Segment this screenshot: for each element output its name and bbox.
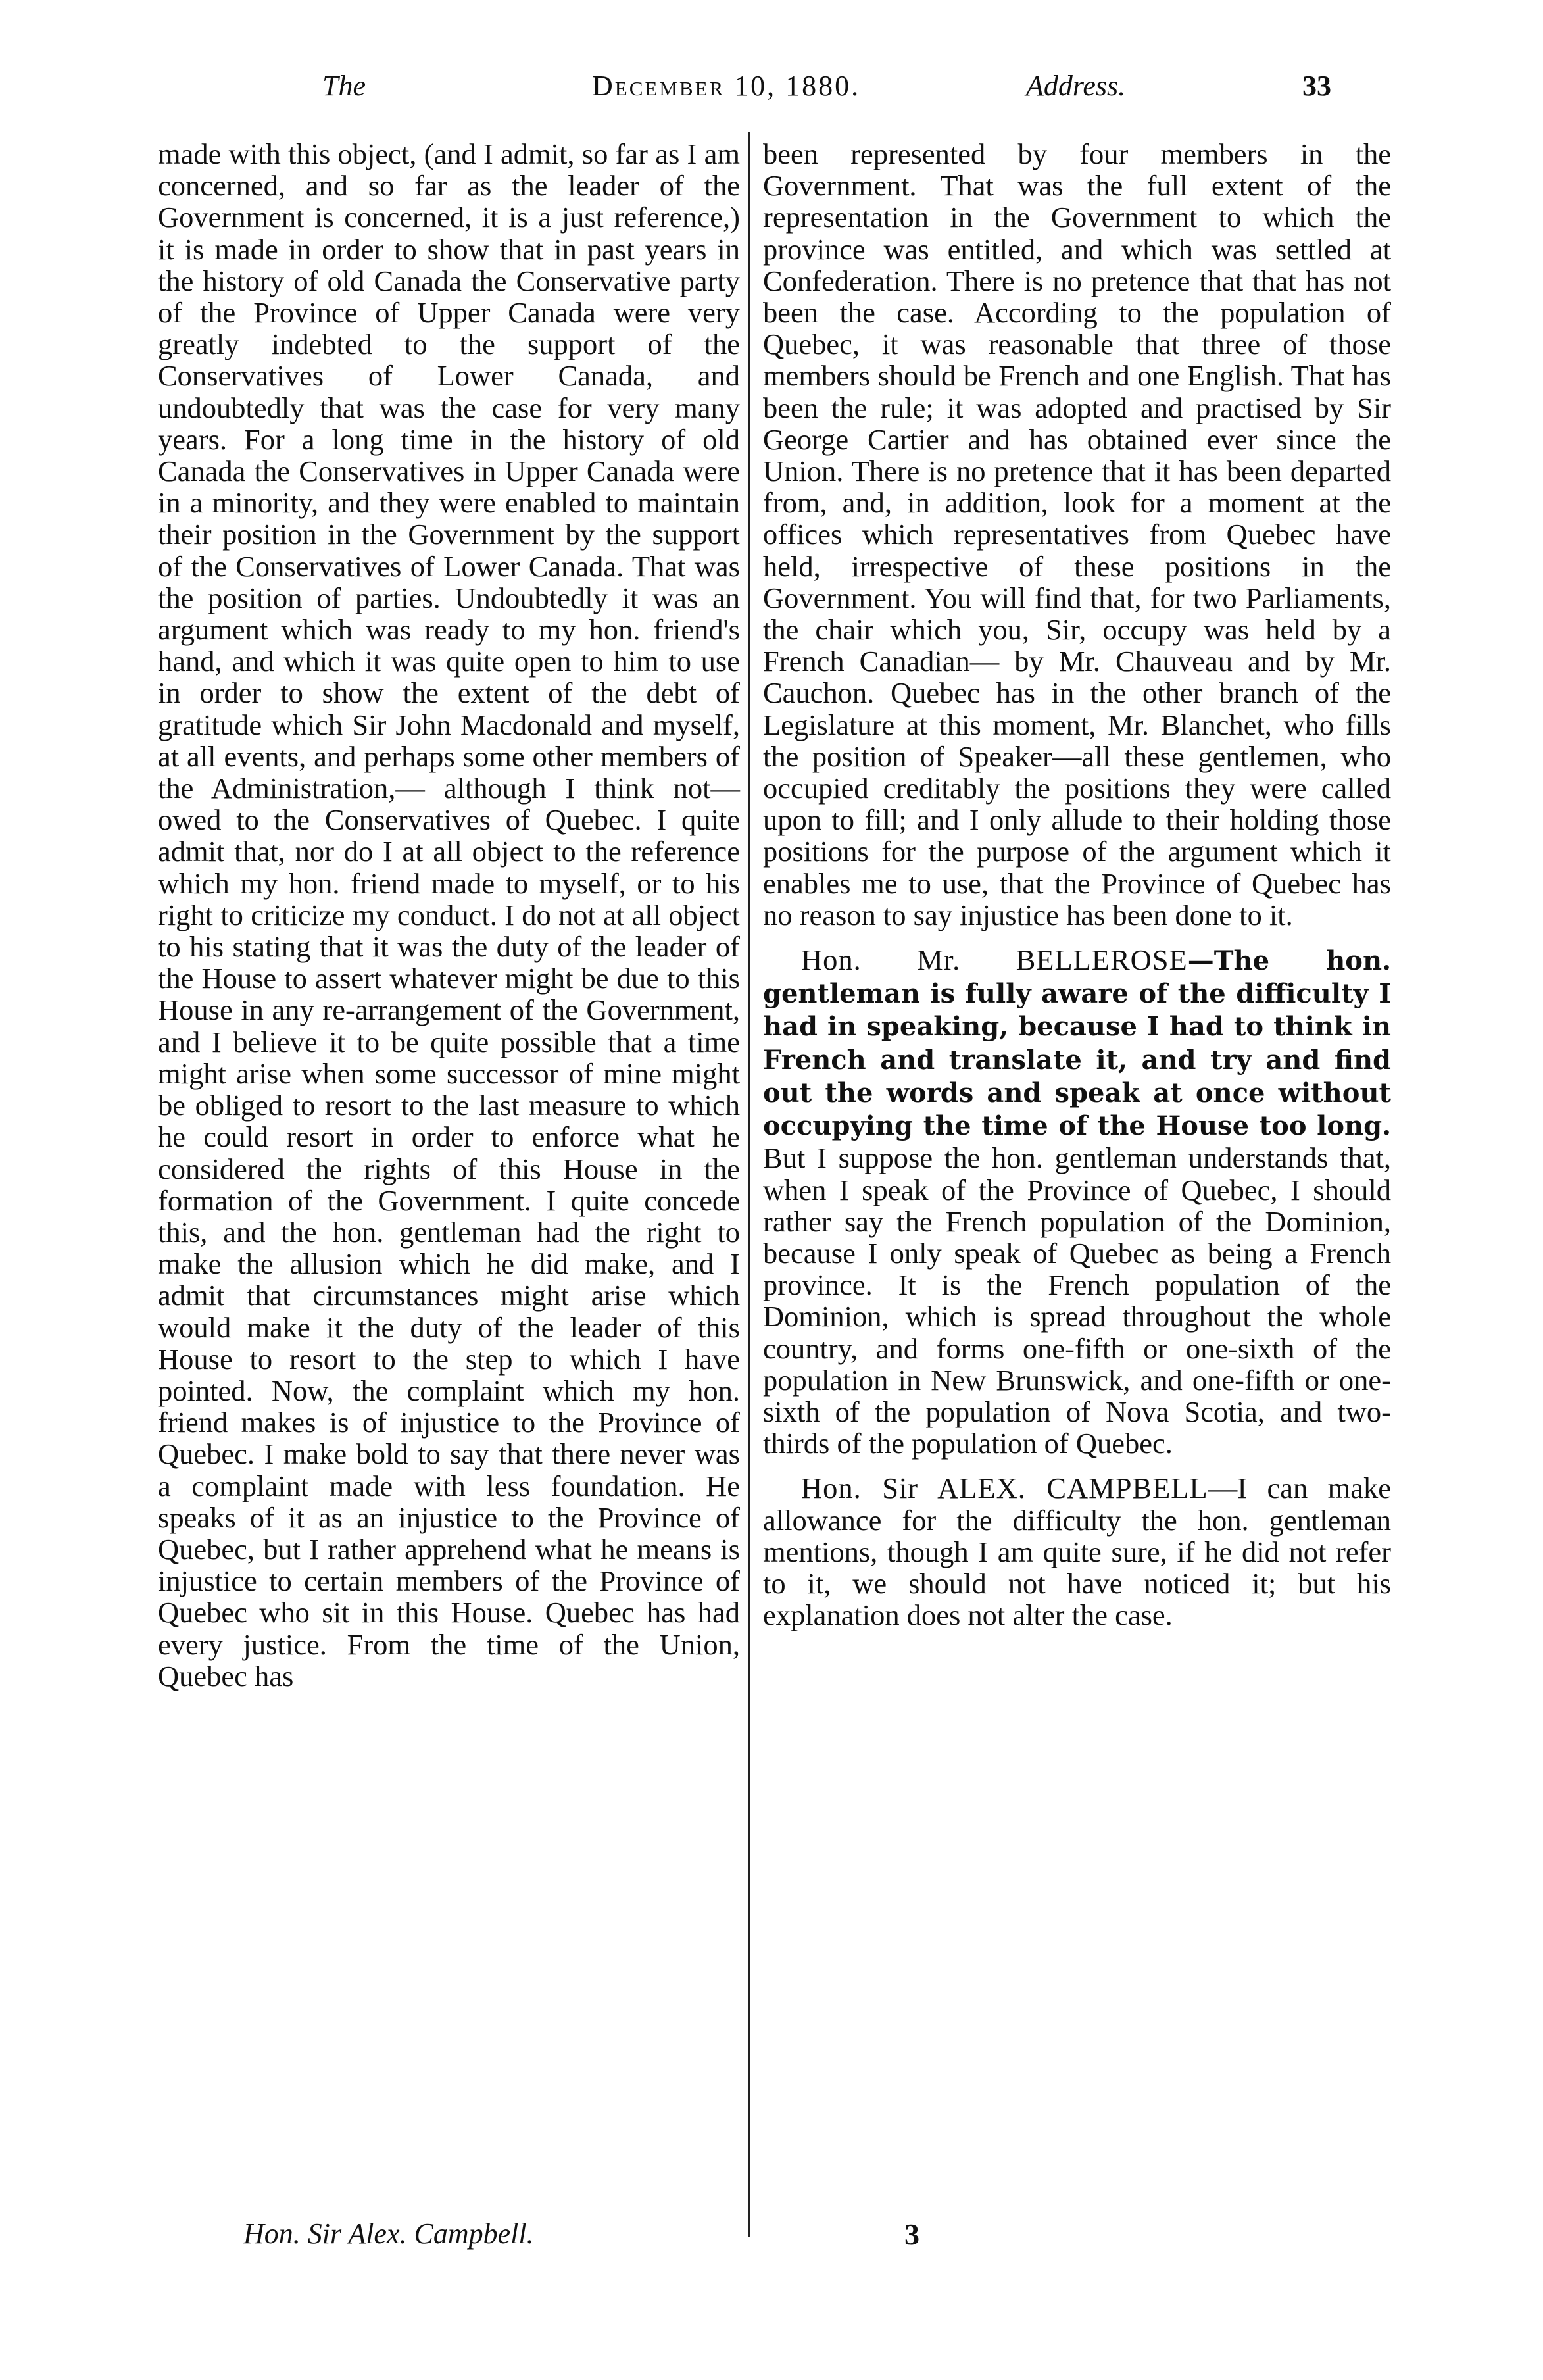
- speaker-bellerose: Hon. Mr. BELLEROSE: [801, 943, 1188, 977]
- right-paragraph-3: [763, 1472, 1391, 1631]
- signature-line: Hon. Sir Alex. Campbell.: [243, 2218, 534, 2250]
- left-column: [158, 138, 740, 1692]
- header-left: The: [322, 70, 366, 102]
- right-column: [763, 138, 1391, 1631]
- right-paragraph-3-rest: —I can make allowance for the difficulty the hon. gentleman mentions, though I am quite sure, if he did not refer to it, we should not have noticed it; but his explanation does not alter the case.: [763, 1472, 1391, 1632]
- running-header: [0, 69, 1543, 115]
- speaker-campbell: Hon. Sir ALEX. CAMPBELL: [801, 1472, 1208, 1505]
- bold-statement: —The hon. gentleman is fully aware of the difficulty I had in speaking, because I had to think in French and translate it, and try and find out the words and speak at once without occupying the time of the House too long.: [763, 945, 1391, 1142]
- right-paragraph-2: [763, 944, 1391, 1459]
- page-number: 33: [1302, 70, 1331, 102]
- left-column-text: made with this object, (and I admit, so far as I am concerned, and so far as the leader of the Government is concerned, it is a just reference,) it is made in order to show that in past years in the history of old Canada the Conservative party of the Province of Upper Canada were very greatly indebted to the support of the Conservatives of Lower Canada, and undoubtedly that was the case for very many years. For a long time in the history of old Canada the Conservatives in Upper Canada were in a minority, and they were enabled to maintain their position in the Government by the support of the Conservatives of Lower Canada. That was the position of parties. Undoubtedly it was an argument which was ready to my hon. friend's hand, and which it was quite open to him to use in order to show the extent of the debt of gratitude which Sir John Macdonald and myself, at all events, and perhaps some other members of the Administration,— although I think not—owed to the Conservatives of Quebec. I quite admit that, nor do I at all object to the reference which my hon. friend made to myself, or to his right to criticize my conduct. I do not at all object to his stating that it was the duty of the leader of the House to assert whatever might be due to this House in any re-arrangement of the Government, and I believe it to be quite possible that a time might arise when some successor of mine might be obliged to resort to the last measure to which he could resort in order to enforce what he considered the rights of this House in the formation of the Government. I quite concede this, and the hon. gentleman had the right to make the allusion which he did make, and I admit that circumstances might arise which would make it the duty of the leader of this House to resort to the step to which I have pointed. Now, the complaint which my hon. friend makes is of injustice to the Province of Quebec. I make bold to say that there never was a complaint made with less foundation. He speaks of it as an injustice to the Province of Quebec, but I rather apprehend what he means is injustice to certain members of the Province of Quebec who sit in this House. Quebec has had every justice. From the time of the Union, Quebec has: [158, 137, 740, 1693]
- right-paragraph-1: been represented by four members in the Government. That was the full extent of the representation in the Government to which the province was entitled, and which was settled at Confederation. There is no pretence that that has not been the case. According to the population of Quebec, it was reasonable that three of those members should be French and one English. That has been the rule; it was adopted and practised by Sir George Cartier and has obtained ever since the Union. There is no pretence that it has been departed from, and, in addition, look for a moment at the offices which representatives from Quebec have held, irrespective of these positions in the Government. You will find that, for two Parliaments, the chair which you, Sir, occupy was held by a French Canadian— by Mr. Chauveau and by Mr. Cauchon. Quebec has in the other branch of the Legislature at this moment, Mr. Blanchet, who fills the position of Speaker—all these gentlemen, who occupied creditably the positions they were called upon to fill; and I only allude to their holding those positions for the purpose of the argument which it enables me to use, that the Province of Quebec has no reason to say injustice has been done to it.: [763, 137, 1391, 931]
- signature-mark: 3: [904, 2218, 919, 2251]
- header-right: Address.: [1026, 70, 1126, 102]
- right-paragraph-2-rest: But I suppose the hon. gentleman understands that, when I speak of the Province of Quebec, I should rather say the French population of the Dominion, because I only speak of Quebec as being a French province. It is the French population of the Dominion, which is spread throughout the whole country, and forms one-fifth or one-sixth of the population in New Brunswick, and one-fifth or one-sixth of the population of Nova Scotia, and two-thirds of the population of Quebec.: [763, 1141, 1391, 1460]
- column-divider: [748, 132, 750, 2237]
- header-date: December 10, 1880.: [592, 70, 861, 102]
